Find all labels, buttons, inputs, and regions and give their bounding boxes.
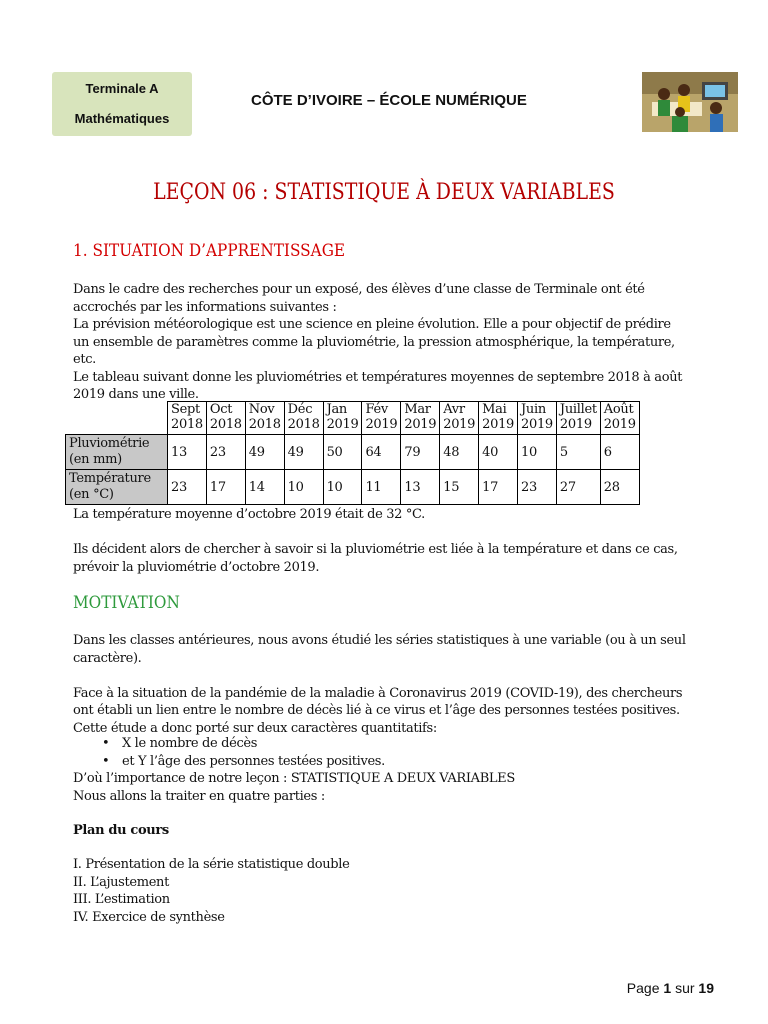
plan-list — [73, 856, 733, 926]
month-cell: Fév 2019 — [362, 402, 401, 435]
value-cell: 17 — [206, 470, 245, 505]
value-cell: 79 — [401, 435, 440, 470]
value-cell: 10 — [323, 470, 362, 505]
value-cell: 50 — [323, 435, 362, 470]
list-item: I. Présentation de la série statistique double — [73, 857, 350, 872]
value-cell: 14 — [245, 470, 284, 505]
value-cell: 64 — [362, 435, 401, 470]
row-label: Pluviométrie (en mm) — [66, 435, 168, 470]
text-line: etc. — [73, 352, 96, 367]
text-line: 2019 dans une ville. — [73, 387, 199, 402]
value-cell: 5 — [556, 435, 600, 470]
month-cell: Jan 2019 — [323, 402, 362, 435]
list-item: III. L’estimation — [73, 892, 170, 907]
badge-level: Terminale A — [85, 81, 159, 96]
badge-subject: Mathématiques — [74, 111, 170, 126]
section-heading-motivation: MOTIVATION — [73, 593, 180, 613]
lesson-title: LEÇON 06 : STATISTIQUE À DEUX VARIABLES — [153, 180, 615, 205]
table-row-temperature — [66, 470, 640, 505]
after-table-text — [73, 506, 733, 576]
text-line: Ils décident alors de chercher à savoir si la pluviométrie est liée à la température et dans ce cas, — [73, 542, 678, 557]
text-line — [73, 667, 733, 685]
text-line: un ensemble de paramètres comme la pluviométrie, la pression atmosphérique, la température, — [73, 334, 675, 350]
month-cell: Avr 2019 — [440, 402, 479, 435]
level-badge — [52, 72, 192, 136]
page-number — [627, 980, 714, 996]
variables-list — [102, 735, 385, 770]
table-header-row — [66, 402, 640, 435]
table-corner — [66, 402, 168, 435]
value-cell: 27 — [556, 470, 600, 505]
month-cell: Déc 2018 — [284, 402, 323, 435]
total-pages: 19 — [698, 980, 714, 996]
value-cell: 6 — [600, 435, 639, 470]
value-cell: 28 — [600, 470, 639, 505]
text-line: ont établi un lien entre le nombre de décès lié à ce virus et l’âge des personnes testées positives. — [73, 703, 680, 718]
list-item: II. L’ajustement — [73, 874, 169, 890]
text-line: prévoir la pluviométrie d’octobre 2019. — [73, 559, 320, 575]
text-line: La température moyenne d’octobre 2019 était de 32 °C. — [73, 507, 425, 522]
plan-heading: Plan du cours — [73, 823, 169, 838]
month-cell: Mai 2019 — [479, 402, 518, 435]
text-line: Dans les classes antérieures, nous avons étudié les séries statistiques à une variable (ou à un seul — [73, 633, 686, 648]
month-cell: Nov 2018 — [245, 402, 284, 435]
value-cell: 15 — [440, 470, 479, 505]
text-line: caractère). — [73, 650, 142, 666]
current-page: 1 — [663, 980, 672, 996]
value-cell: 48 — [440, 435, 479, 470]
value-cell: 10 — [284, 470, 323, 505]
month-cell: Sept 2018 — [168, 402, 207, 435]
students-illustration-icon — [642, 72, 738, 132]
value-cell: 49 — [284, 435, 323, 470]
list-item: IV. Exercice de synthèse — [73, 909, 225, 925]
text-line: accrochés par les informations suivantes : — [73, 299, 337, 315]
row-label: Température (en °C) — [66, 470, 168, 505]
value-cell: 23 — [168, 470, 207, 505]
school-name: CÔTE D’IVOIRE – ÉCOLE NUMÉRIQUE — [251, 92, 527, 109]
value-cell: 40 — [479, 435, 518, 470]
month-cell: Oct 2018 — [206, 402, 245, 435]
text-line: Nous allons la traiter en quatre parties : — [73, 788, 325, 804]
month-cell: Juin 2019 — [518, 402, 557, 435]
table-row-rainfall — [66, 435, 640, 470]
list-item: • X le nombre de décès — [102, 735, 385, 753]
text-line: Le tableau suivant donne les pluviométries et températures moyennes de septembre 2018 à août — [73, 369, 683, 385]
weather-table — [65, 401, 640, 505]
list-item: • et Y l’âge des personnes testées positives. — [102, 753, 385, 771]
value-cell: 13 — [168, 435, 207, 470]
month-cell: Août 2019 — [600, 402, 639, 435]
of-word: sur — [675, 980, 695, 996]
motivation-text — [73, 632, 733, 737]
value-cell: 11 — [362, 470, 401, 505]
value-cell: 49 — [245, 435, 284, 470]
situation-text — [73, 281, 733, 404]
value-cell: 17 — [479, 470, 518, 505]
value-cell: 23 — [206, 435, 245, 470]
month-cell: Juillet 2019 — [556, 402, 600, 435]
value-cell: 23 — [518, 470, 557, 505]
text-line: Dans le cadre des recherches pour un exposé, des élèves d’une classe de Terminale ont été — [73, 282, 645, 297]
text-line: La prévision météorologique est une science en pleine évolution. Elle a pour objectif de prédire — [73, 317, 671, 332]
value-cell: 10 — [518, 435, 557, 470]
value-cell: 13 — [401, 470, 440, 505]
month-cell: Mar 2019 — [401, 402, 440, 435]
text-line: Face à la situation de la pandémie de la maladie à Coronavirus 2019 (COVID-19), des chercheurs — [73, 685, 683, 701]
text-line — [73, 524, 733, 542]
text-line: Cette étude a donc porté sur deux caractères quantitatifs: — [73, 720, 437, 736]
text-line: D’où l’importance de notre leçon : STATISTIQUE A DEUX VARIABLES — [73, 771, 515, 786]
page-word: Page — [626, 980, 660, 996]
section-heading-situation: 1. SITUATION D’APPRENTISSAGE — [73, 241, 346, 261]
motivation-conclusion — [73, 770, 733, 805]
